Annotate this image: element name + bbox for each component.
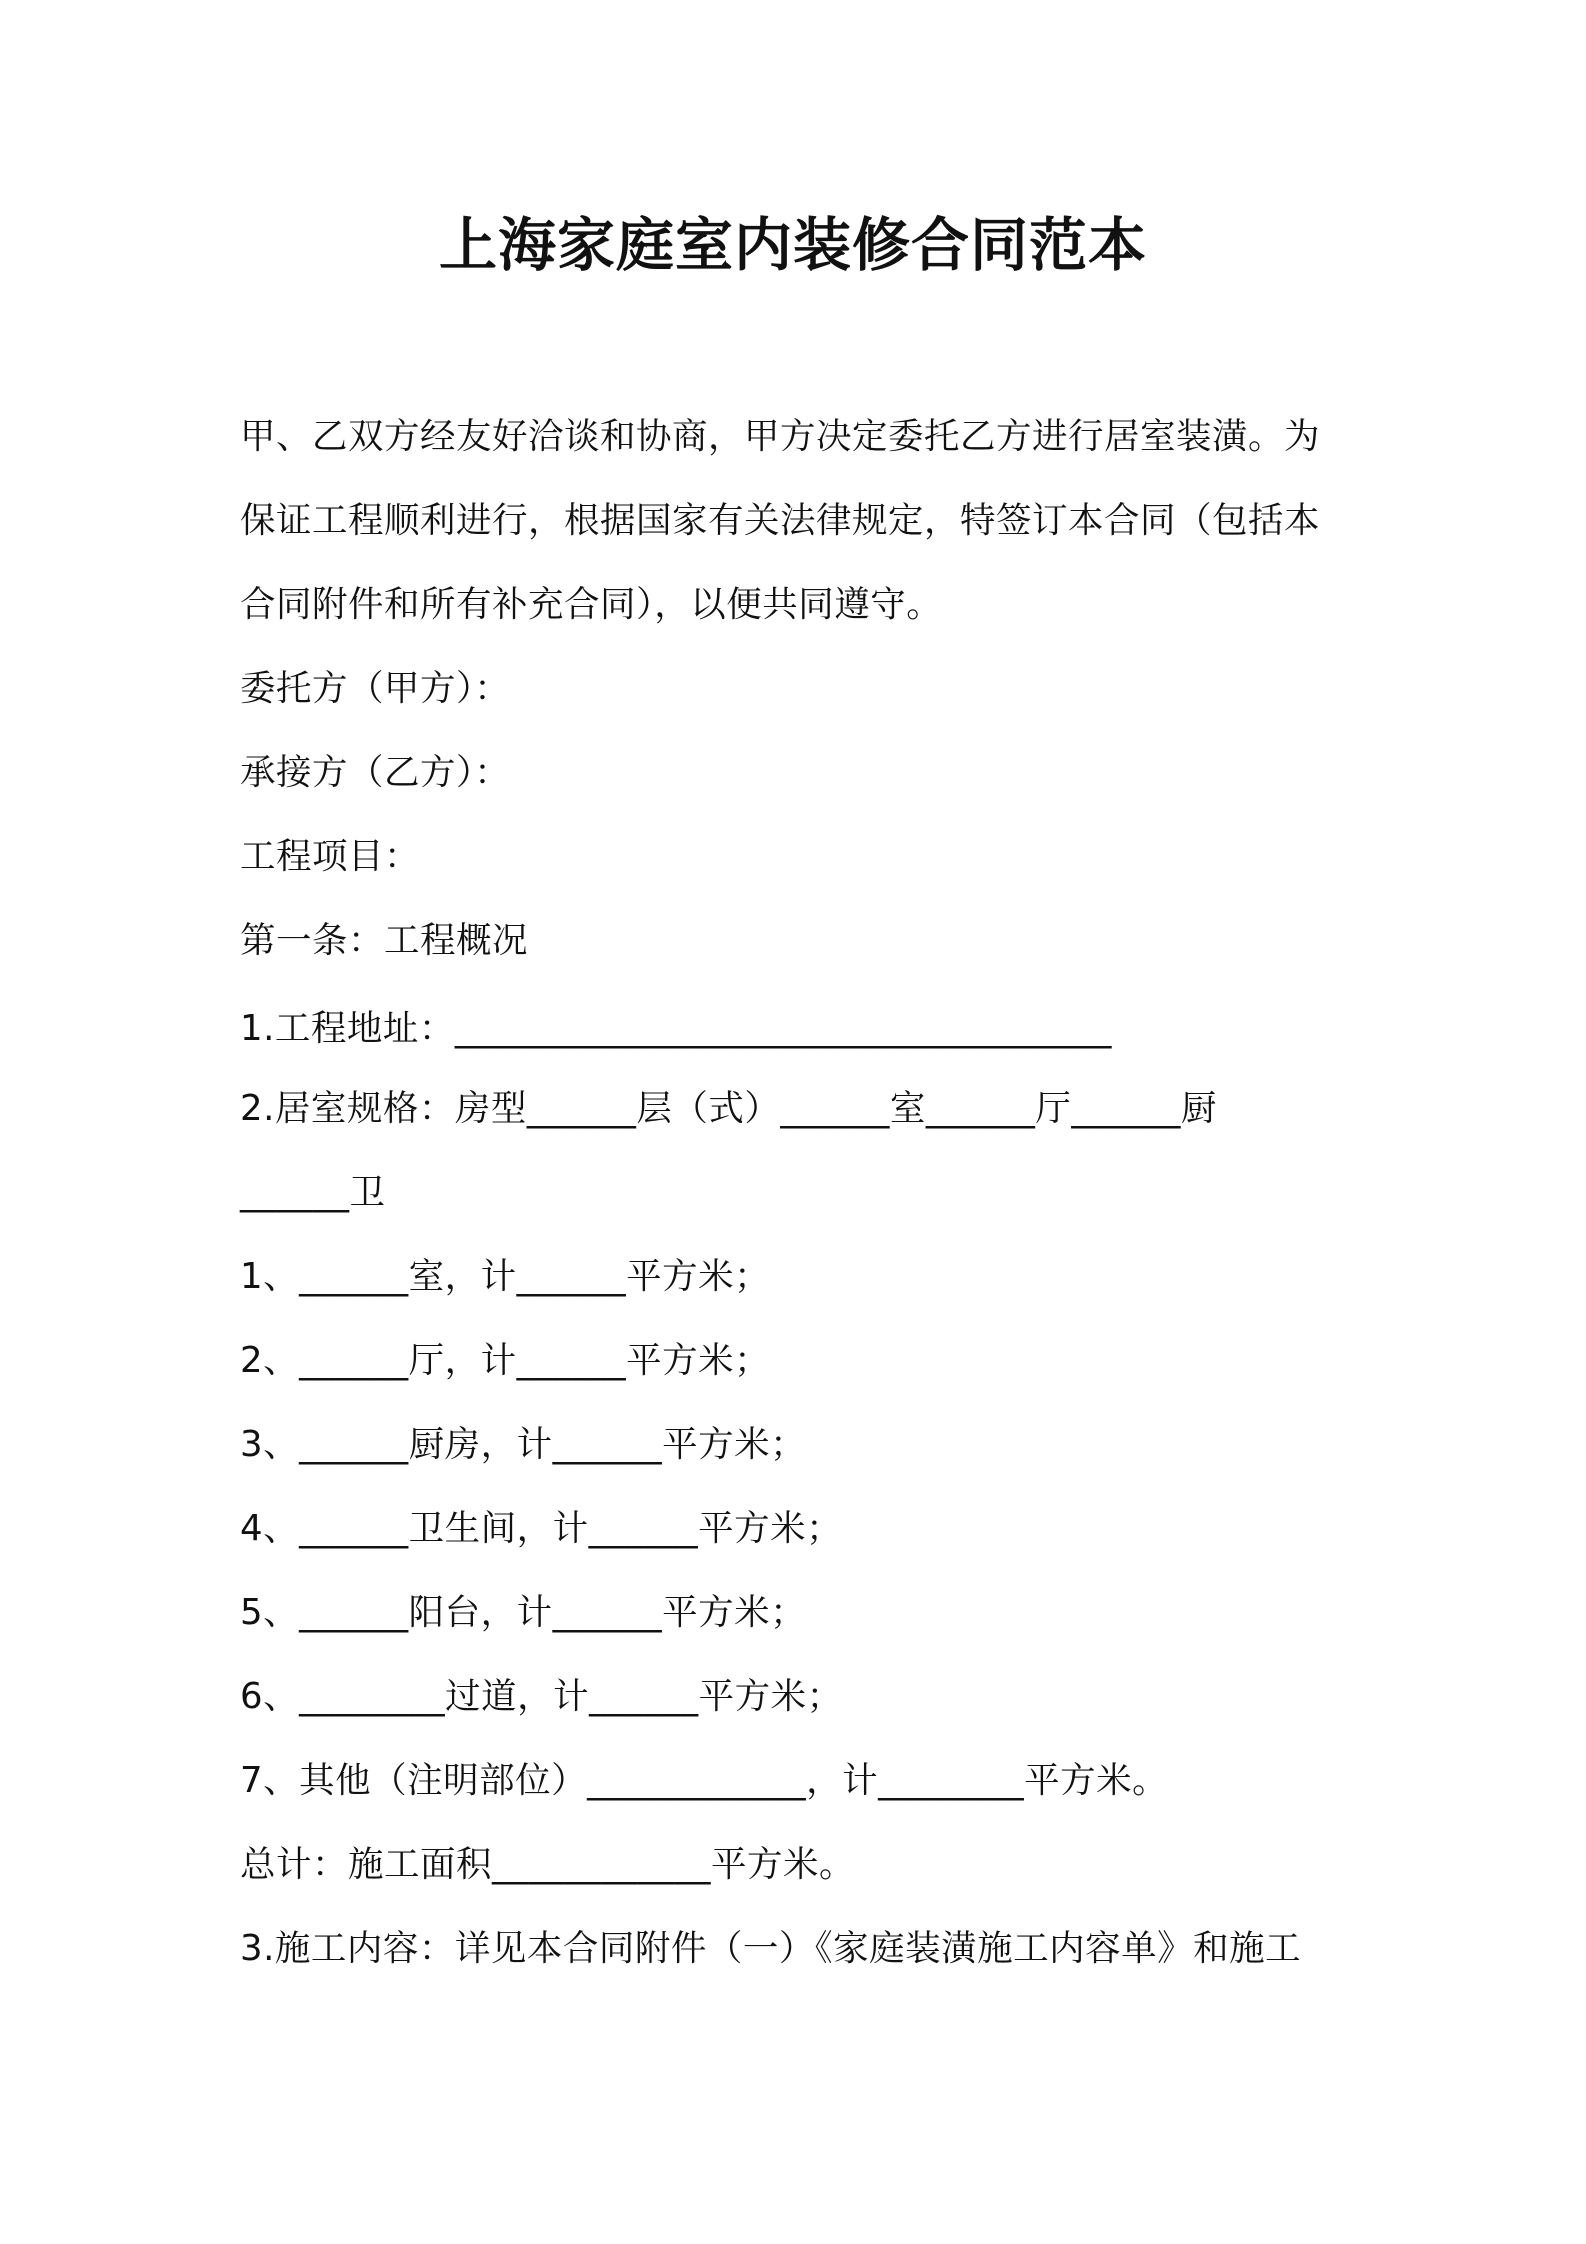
list-item-corridor: 6、________过道，计______平方米；: [240, 1676, 843, 1717]
address-line: 1.工程地址：____________________________________: [240, 1008, 1112, 1049]
preamble-line-2: 保证工程顺利进行，根据国家有关法律规定，特签订本合同（包括本: [240, 500, 1321, 541]
project-label: 工程项目：: [240, 836, 421, 877]
list-item-balcony: 5、______阳台，计______平方米；: [240, 1592, 807, 1633]
party-b-label: 承接方（乙方）：: [240, 752, 511, 793]
list-item-other: 7、其他（注明部位）____________，计________平方米。: [240, 1760, 1169, 1801]
total-area-line: 总计：施工面积____________平方米。: [240, 1844, 856, 1885]
document-title: 上海家庭室内装修合同范本: [438, 211, 1147, 279]
article-1-heading: 第一条：工程概况: [240, 920, 529, 961]
room-spec-line: 2.居室规格：房型______层（式）______室______厅______厨: [240, 1088, 1217, 1129]
party-a-label: 委托方（甲方）：: [240, 668, 511, 709]
list-item-kitchen: 3、______厨房，计______平方米；: [240, 1424, 807, 1465]
list-item-rooms: 1、______室，计______平方米；: [240, 1256, 771, 1297]
list-item-bathroom: 4、______卫生间，计______平方米；: [240, 1508, 843, 1549]
list-item-halls: 2、______厅，计______平方米；: [240, 1340, 771, 1381]
construction-content-line: 3.施工内容：详见本合同附件（一）《家庭装潢施工内容单》和施工: [240, 1928, 1302, 1969]
preamble-line-3: 合同附件和所有补充合同），以便共同遵守。: [240, 584, 943, 625]
preamble-line-1: 甲、乙双方经友好洽谈和协商，甲方决定委托乙方进行居室装潢。为: [240, 416, 1321, 457]
room-spec-line-cont: ______卫: [240, 1172, 386, 1213]
